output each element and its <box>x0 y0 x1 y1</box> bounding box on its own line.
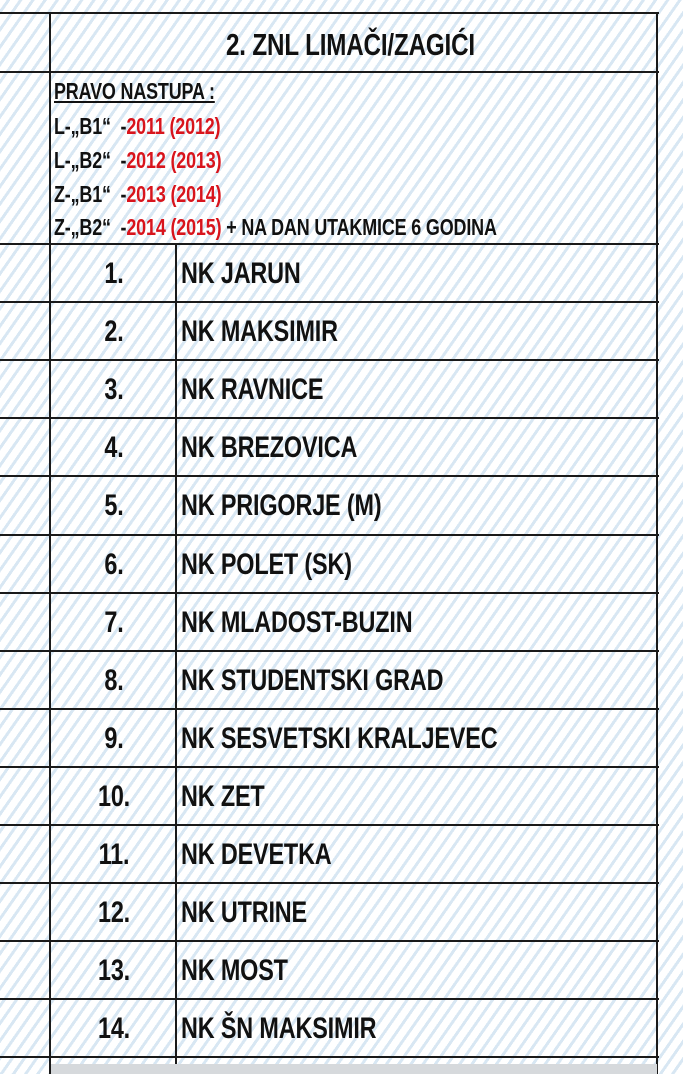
eligibility-category: Z-„B2“ <box>54 214 111 240</box>
eligibility-line <box>54 181 221 207</box>
team-name: NK MLADOST-BUZIN <box>181 605 413 639</box>
team-rank: 6. <box>104 547 124 581</box>
row-divider <box>0 650 659 652</box>
next-row-band <box>51 1064 657 1074</box>
eligibility-separator: - <box>110 214 127 240</box>
eligibility-note: + NA DAN UTAKMICE 6 GODINA <box>221 214 497 240</box>
eligibility-category: L-„B1“ <box>54 113 111 139</box>
team-rank: 3. <box>104 373 124 407</box>
row-divider <box>0 940 659 942</box>
team-name: NK UTRINE <box>181 896 307 930</box>
eligibility-category: Z-„B1“ <box>54 181 111 207</box>
row-divider <box>0 1056 659 1058</box>
team-name: NK RAVNICE <box>181 373 324 407</box>
team-name: NK PRIGORJE (M) <box>181 489 382 523</box>
row-divider <box>0 417 659 419</box>
team-rank: 10. <box>97 779 131 813</box>
eligibility-category: L-„B2“ <box>54 147 111 173</box>
eligibility-separator: - <box>110 113 127 139</box>
team-name: NK DEVETKA <box>181 838 332 871</box>
info-divider <box>0 243 659 245</box>
team-rank: 1. <box>104 257 124 290</box>
table-top-border <box>0 12 659 14</box>
team-rank: 9. <box>104 721 124 755</box>
team-name: NK ZET <box>181 779 265 813</box>
row-divider <box>0 882 659 884</box>
eligibility-separator: - <box>110 147 127 173</box>
row-divider <box>0 824 659 826</box>
eligibility-separator: - <box>110 181 127 207</box>
table-right-border <box>656 12 658 1074</box>
team-name: NK ŠN MAKSIMIR <box>181 1012 377 1046</box>
team-name: NK BREZOVICA <box>181 431 358 465</box>
row-divider <box>0 766 659 768</box>
team-rank: 12. <box>97 896 131 930</box>
team-name: NK JARUN <box>181 257 301 290</box>
team-rank: 2. <box>104 315 124 349</box>
eligibility-heading: PRAVO NASTUPA : <box>54 78 215 104</box>
team-name: NK SESVETSKI KRALJEVEC <box>181 721 498 755</box>
team-rank: 13. <box>97 954 131 988</box>
team-name: NK POLET (SK) <box>181 547 352 581</box>
row-divider <box>0 708 659 710</box>
eligibility-years: 2011 (2012) <box>126 113 221 139</box>
eligibility-line <box>54 147 221 173</box>
rank-column-divider <box>175 243 177 1074</box>
row-divider <box>0 301 659 303</box>
eligibility-years: 2014 (2015) <box>126 214 222 240</box>
row-divider <box>0 534 659 536</box>
team-name: NK MAKSIMIR <box>181 315 338 349</box>
row-divider <box>0 592 659 594</box>
team-name: NK STUDENTSKI GRAD <box>181 663 444 697</box>
team-rank: 14. <box>97 1012 131 1046</box>
title-divider <box>0 71 659 73</box>
eligibility-years: 2013 (2014) <box>126 181 222 207</box>
team-rank: 4. <box>104 431 124 465</box>
row-divider <box>0 475 659 477</box>
team-rank: 5. <box>104 489 124 523</box>
table-left-border <box>49 12 51 1074</box>
team-rank: 11. <box>98 838 130 871</box>
team-rank: 7. <box>104 605 124 639</box>
eligibility-years: 2012 (2013) <box>126 147 222 173</box>
eligibility-line <box>54 113 220 139</box>
row-divider <box>0 998 659 1000</box>
page-title: 2. ZNL LIMAČI/ZAGIĆI <box>226 27 475 62</box>
row-divider <box>0 359 659 361</box>
team-rank: 8. <box>104 663 124 697</box>
team-name: NK MOST <box>181 954 288 988</box>
eligibility-line <box>54 214 497 240</box>
